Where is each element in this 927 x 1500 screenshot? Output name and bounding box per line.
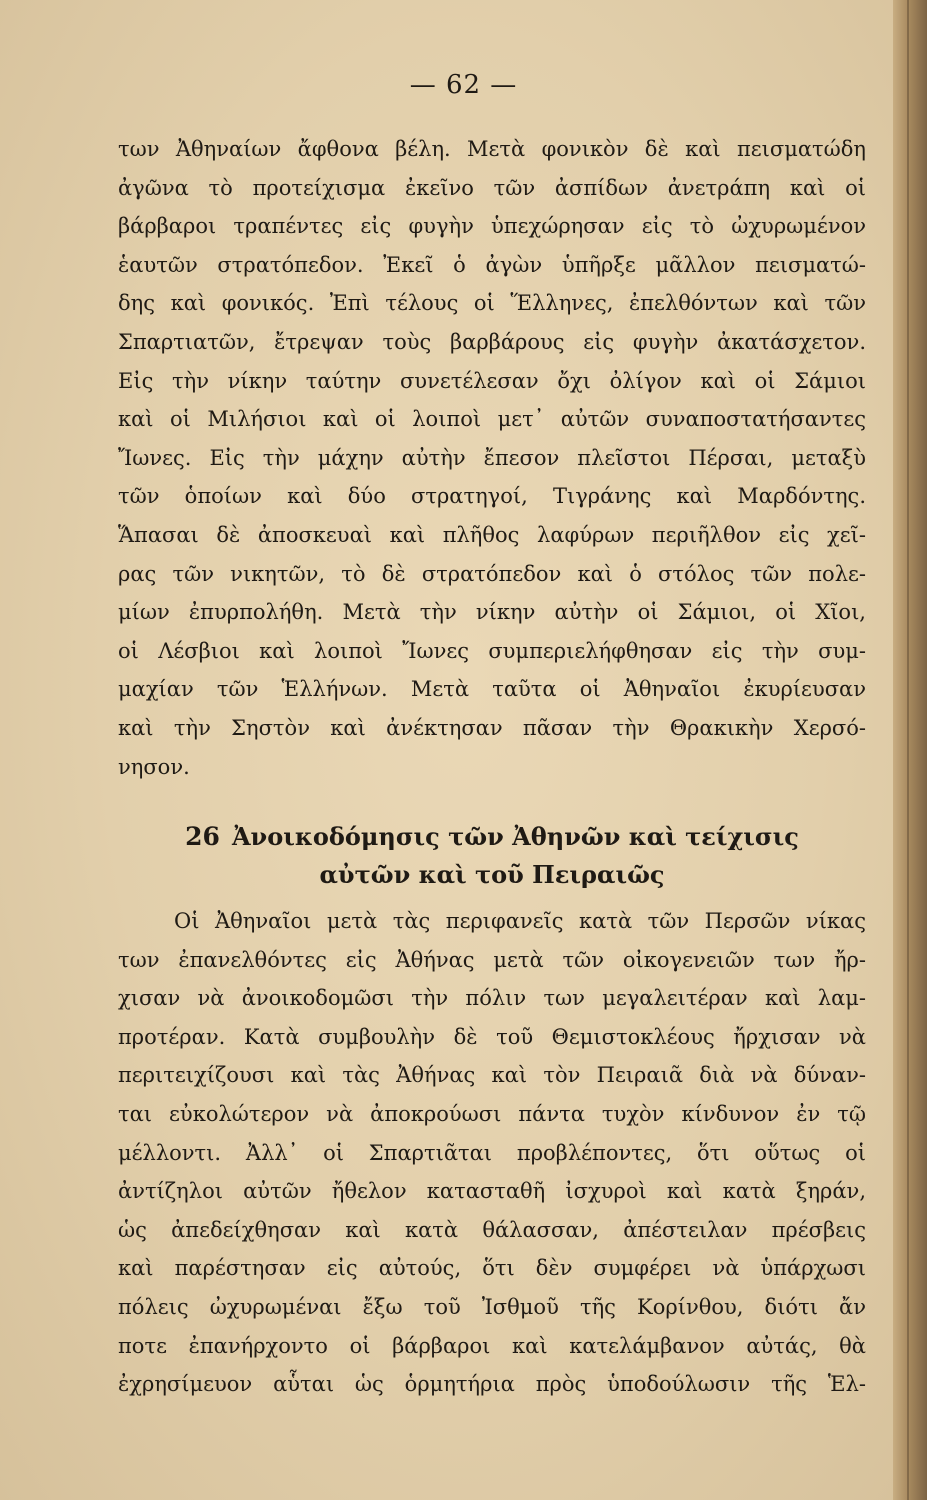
- text-line: μαχίαν τῶν Ἑλλήνων. Μετὰ ταῦτα οἱ Ἀθηναῖοι ἐκυρίευσαν: [118, 677, 866, 702]
- text-line: περιτειχίζουσι καὶ τὰς Ἀθήνας καὶ τὸν Πειραιᾶ διὰ νὰ δύναν-: [118, 1063, 866, 1088]
- page-edge-line: [907, 0, 909, 1500]
- paragraph-1: [118, 130, 866, 786]
- text-line: ἀντίζηλοι αὐτῶν ἤθελον κατασταθῆ ἰσχυροὶ καὶ κατὰ ξηράν,: [118, 1179, 866, 1204]
- section-heading-line-1: [118, 818, 866, 856]
- text-line: χισαν νὰ ἀνοικοδομῶσι τὴν πόλιν των μεγαλειτέραν καὶ λαμ-: [118, 986, 866, 1011]
- text-line: μίων ἐπυρπολήθη. Μετὰ τὴν νίκην αὐτὴν οἱ Σάμιοι, οἱ Χῖοι,: [118, 600, 866, 625]
- text-line: Ἴωνες. Εἰς τὴν μάχην αὐτὴν ἔπεσον πλεῖστοι Πέρσαι, μεταξὺ: [118, 445, 866, 470]
- text-line: καὶ οἱ Μιλήσιοι καὶ οἱ λοιποὶ μετ᾽ αὐτῶν συναποστατήσαντες: [118, 407, 866, 432]
- text-line: οἱ Λέσβιοι καὶ λοιποὶ Ἴωνες συμπεριελήφθησαν εἰς τὴν συμ-: [118, 638, 866, 663]
- text-line: ποτε ἐπανήρχοντο οἱ βάρβαροι καὶ κατελάμβανον αὐτάς, θὰ: [118, 1333, 866, 1358]
- text-line: των ἐπανελθόντες εἰς Ἀθήνας μετὰ τῶν οἰκογενειῶν των ἤρ-: [118, 947, 866, 972]
- page-edge-shadow: [893, 0, 927, 1500]
- text-line: προτέραν. Κατὰ συμβουλὴν δὲ τοῦ Θεμιστοκλέους ἤρχισαν νὰ: [118, 1024, 866, 1049]
- text-line: ἀγῶνα τὸ προτείχισμα ἐκεῖνο τῶν ἀσπίδων ἀνετράπη καὶ οἱ: [118, 175, 866, 200]
- text-line: ἐχρησίμευον αὗται ὡς ὁρμητήρια πρὸς ὑποδούλωσιν τῆς Ἑλ-: [118, 1372, 866, 1397]
- text-line: Οἱ Ἀθηναῖοι μετὰ τὰς περιφανεῖς κατὰ τῶν Περσῶν νίκας: [174, 909, 866, 933]
- text-line: Εἰς τὴν νίκην ταύτην συνετέλεσαν ὄχι ὀλίγον καὶ οἱ Σάμιοι: [118, 368, 866, 393]
- section-number: 26: [185, 822, 220, 851]
- text-line: δης καὶ φονικός. Ἐπὶ τέλους οἱ Ἕλληνες, ἐπελθόντων καὶ τῶν: [118, 291, 866, 316]
- section-heading: [118, 818, 866, 894]
- section-title-line-1: Ἀνοικοδόμησις τῶν Ἀθηνῶν καὶ τείχισις: [231, 822, 799, 851]
- text-line: Ἅπασαι δὲ ἀποσκευαὶ καὶ πλῆθος λαφύρων περιῆλθον εἰς χεῖ-: [118, 522, 866, 547]
- paragraph-2: [118, 902, 866, 1404]
- text-line: πόλεις ὠχυρωμέναι ἔξω τοῦ Ἰσθμοῦ τῆς Κορίνθου, διότι ἄν: [118, 1294, 866, 1319]
- text-line: ται εὐκολώτερον νὰ ἀποκρούωσι πάντα τυχὸν κίνδυνον ἐν τῷ: [118, 1101, 866, 1126]
- text-line: μέλλοντι. Ἀλλ᾽ οἱ Σπαρτιᾶται προβλέποντες, ὅτι οὕτως οἱ: [118, 1140, 866, 1165]
- text-line: τῶν ὁποίων καὶ δύο στρατηγοί, Τιγράνης καὶ Μαρδόντης.: [118, 484, 866, 509]
- text-line: Σπαρτιατῶν, ἔτρεψαν τοὺς βαρβάρους εἰς φυγὴν ἀκατάσχετον.: [118, 329, 866, 354]
- text-line: ρας τῶν νικητῶν, τὸ δὲ στρατόπεδον καὶ ὁ στόλος τῶν πολε-: [118, 561, 866, 586]
- text-line: καὶ παρέστησαν εἰς αὐτούς, ὅτι δὲν συμφέρει νὰ ὑπάρχωσι: [118, 1256, 866, 1281]
- text-line: βάρβαροι τραπέντες εἰς φυγὴν ὑπεχώρησαν εἰς τὸ ὠχυρωμένον: [118, 214, 866, 239]
- text-line: ἑαυτῶν στρατόπεδον. Ἐκεῖ ὁ ἀγὼν ὑπῆρξε μᾶλλον πεισματώ-: [118, 252, 866, 277]
- text-line: νησον.: [118, 754, 190, 779]
- text-line: ὡς ἀπεδείχθησαν καὶ κατὰ θάλασσαν, ἀπέστειλαν πρέσβεις: [118, 1217, 866, 1242]
- page-number: — 62 —: [409, 70, 518, 100]
- text-line: καὶ τὴν Σηστὸν καὶ ἀνέκτησαν πᾶσαν τὴν Θρακικὴν Χερσό-: [118, 715, 866, 740]
- section-title-line-2: αὐτῶν καὶ τοῦ Πειραιῶς: [319, 860, 665, 889]
- text-line: των Ἀθηναίων ἄφθονα βέλη. Μετὰ φονικὸν δὲ καὶ πεισματώδη: [118, 137, 866, 161]
